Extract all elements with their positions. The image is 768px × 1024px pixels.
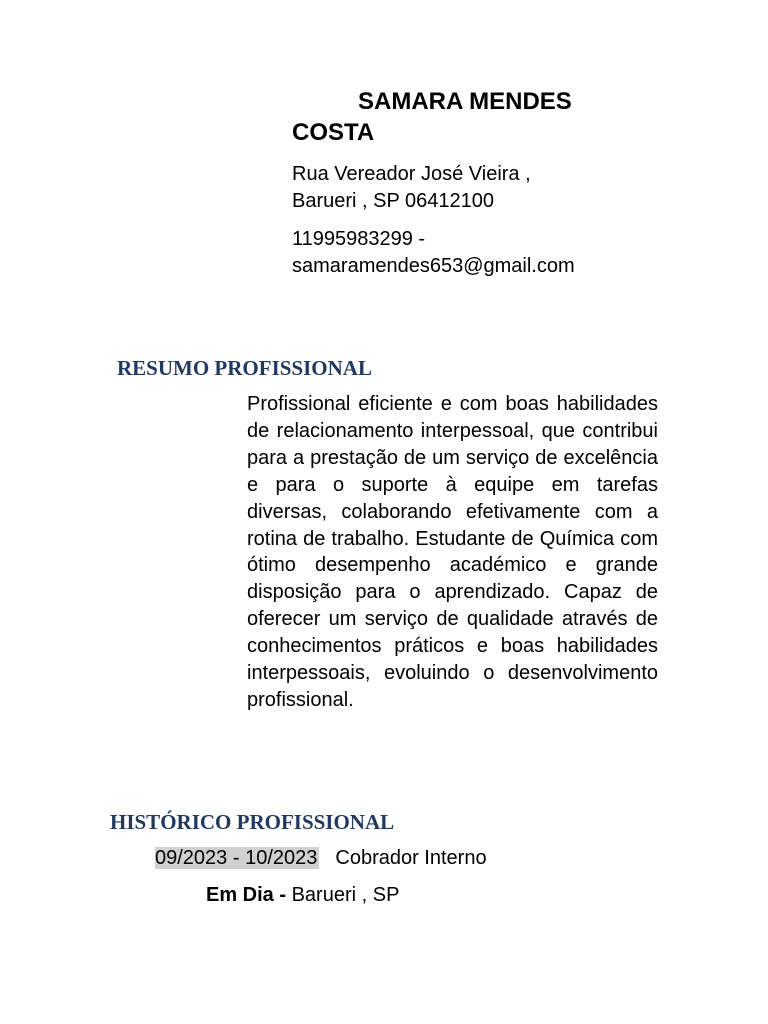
job-location: Barueri , SP — [286, 884, 400, 906]
address-line1: Rua Vereador José Vieira , — [292, 163, 531, 185]
candidate-name-line1: SAMARA MENDES — [358, 88, 572, 115]
job-employer: Em Dia - — [206, 884, 287, 906]
contact-info — [292, 226, 672, 280]
history-section-title: HISTÓRICO PROFISSIONAL — [110, 810, 395, 834]
summary-section-title: RESUMO PROFISSIONAL — [117, 356, 372, 380]
candidate-name-line2: COSTA — [292, 119, 375, 146]
address-line2: Barueri , SP 06412100 — [292, 190, 495, 212]
email-address: samaramendes653@gmail.com — [292, 255, 575, 277]
summary-text: Profissional eficiente e com boas habilidades de relacionamento interpessoal, que contribui para a prestação de um serviço de excelência e para o suporte à equipe em tarefas diversas, colaborando efetivamente com a rotina de trabalho. Estudante de Química com ótimo desempenho académico e grande disposição para o aprendizado. Capaz de oferecer um serviço de qualidade através de conhecimentos práticos e boas habilidades interpessoais, evoluindo o desenvolvimento profissional. — [247, 393, 658, 711]
address — [292, 161, 672, 215]
job-date-range: 09/2023 - 10/2023 — [155, 847, 318, 869]
phone-number: 11995983299 - — [292, 228, 426, 250]
candidate-name — [292, 86, 632, 148]
job-entry — [155, 845, 487, 871]
job-role: Cobrador Interno — [335, 847, 487, 869]
job-employer-line — [206, 882, 399, 908]
